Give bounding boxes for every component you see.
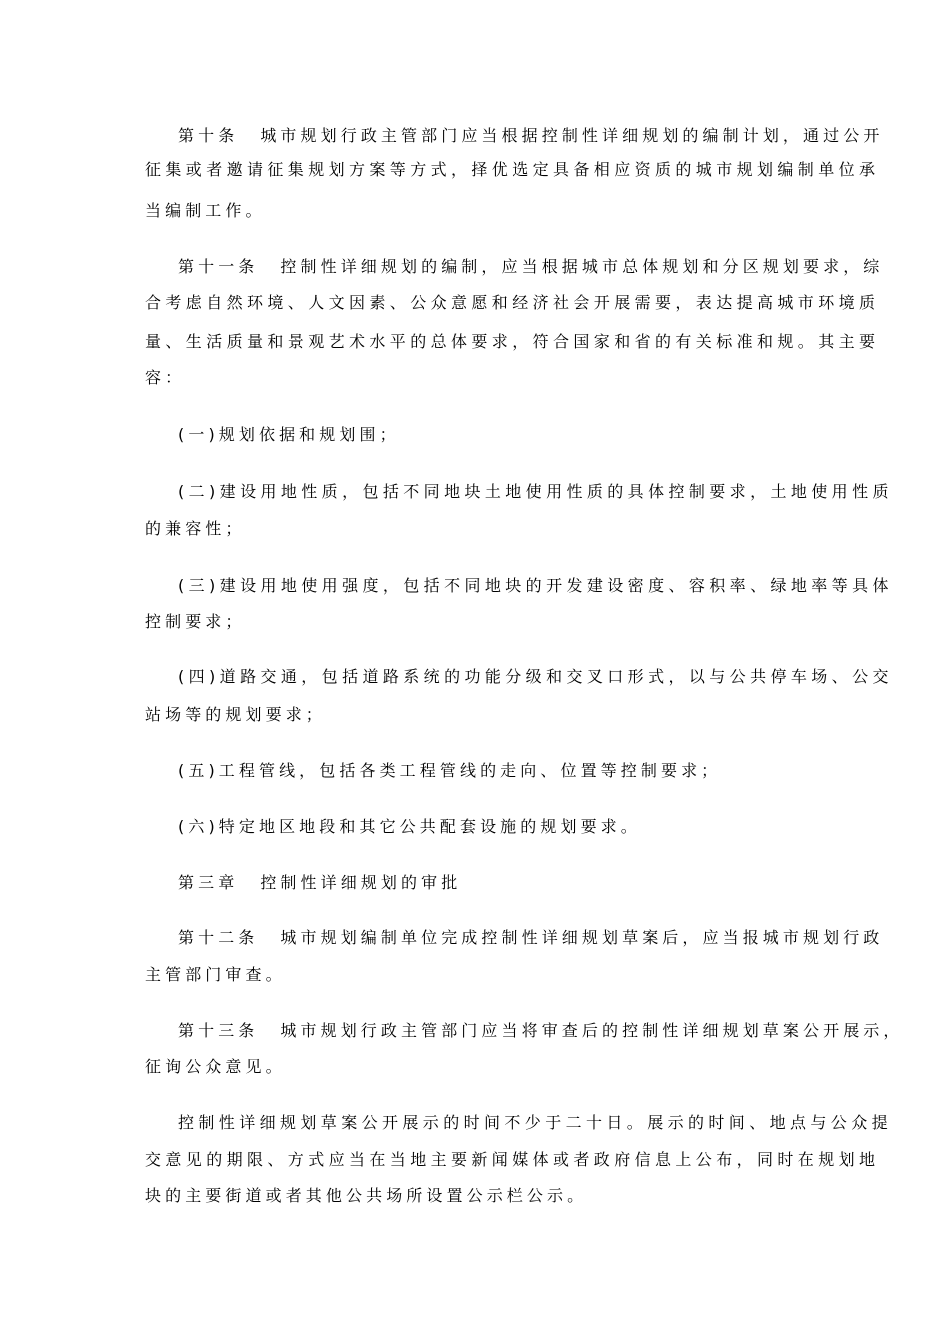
text-line: (五)工程管线，包括各类工程管线的走向、位置等控制要求；	[178, 761, 722, 780]
article-heading: 第十三条	[178, 1021, 259, 1040]
text-line: 第十一条 控制性详细规划的编制，应当根据城市总体规划和分区规划要求，综	[178, 257, 884, 276]
article-heading: 第十一条	[178, 257, 259, 276]
text-line: 合考虑自然环境、人文因素、公众意愿和经济社会开展需要，表达提高城市环境质	[145, 293, 880, 312]
text-line: 当编制工作。	[145, 201, 266, 220]
text-line: 第十三条 城市规划行政主管部门应当将审查后的控制性详细规划草案公开展示，	[178, 1021, 904, 1040]
text-line: 交意见的期限、方式应当在当地主要新闻媒体或者政府信息上公布，同时在规划地	[145, 1150, 880, 1169]
text-line: (一)规划依据和规划围；	[178, 425, 400, 444]
chapter-label: 第三章	[178, 873, 239, 892]
text-line: (二)建设用地性质，包括不同地块土地使用性质的具体控制要求，土地使用性质	[178, 482, 893, 501]
text-line: 控制要求；	[145, 612, 246, 631]
text-line: 块的主要街道或者其他公共场所设置公示栏公示。	[145, 1186, 588, 1205]
text-line: 的兼容性；	[145, 519, 246, 538]
text-line: 征集或者邀请征集规划方案等方式，择优选定具备相应资质的城市规划编制单位承	[145, 160, 880, 179]
text-line	[178, 873, 461, 893]
text-line: 容：	[145, 368, 186, 387]
article-heading: 第十二条	[178, 928, 259, 947]
chapter-title: 控制性详细规划的审批	[260, 873, 462, 892]
text-line: 主管部门审查。	[145, 965, 286, 984]
text-line: 第十二条 城市规划编制单位完成控制性详细规划草案后，应当报城市规划行政	[178, 928, 884, 947]
text-line: 控制性详细规划草案公开展示的时间不少于二十日。展示的时间、地点与公众提	[178, 1113, 893, 1132]
text-line: 征询公众意见。	[145, 1057, 286, 1076]
text-line: (四)道路交通，包括道路系统的功能分级和交叉口形式，以与公共停车场、公交	[178, 667, 893, 686]
text-line: 量、生活质量和景观艺术水平的总体要求，符合国家和省的有关标准和规。其主要	[145, 332, 880, 351]
text-line: 站场等的规划要求；	[145, 705, 326, 724]
text-line: 第十条 城市规划行政主管部门应当根据控制性详细规划的编制计划，通过公开	[178, 126, 884, 145]
article-heading: 第十条	[178, 126, 239, 145]
text-line: (三)建设用地使用强度，包括不同地块的开发建设密度、容积率、绿地率等具体	[178, 576, 893, 595]
text-line: (六)特定地区地段和其它公共配套设施的规划要求。	[178, 817, 641, 836]
